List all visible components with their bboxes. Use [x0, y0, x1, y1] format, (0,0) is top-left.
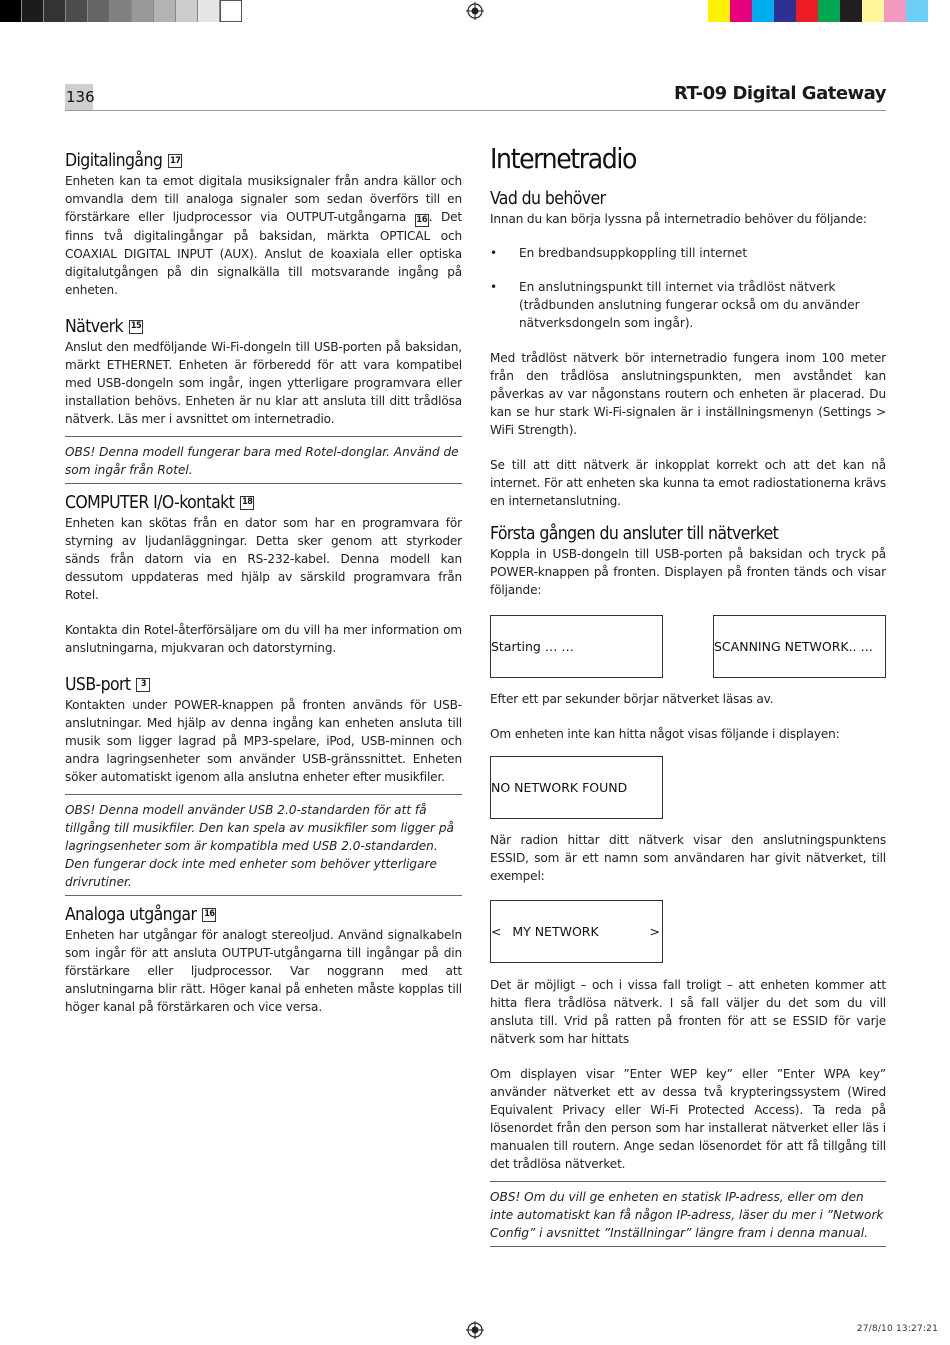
what-you-need-heading: Vad du behöver	[490, 189, 606, 209]
network-note	[65, 436, 462, 484]
left-column	[65, 150, 462, 1016]
heading-text: Analoga utgångar	[65, 904, 197, 925]
color-swatch	[176, 0, 198, 22]
right-column	[490, 142, 886, 1247]
network-name: MY NETWORK	[512, 924, 599, 939]
reference-number-badge: 18	[240, 496, 254, 510]
first-connection-heading: Första gången du ansluter till nätverket	[490, 524, 779, 544]
analog-outputs-text: Enheten har utgångar för analogt stereoljud. Använd signalkabeln som ingår för att ansluta OUTPUT-utgångarna till ingångar på din förstärkare eller ljudprocessor. Var noggrann med att anslutningarna blir rätt. Höger kanal på enheten måste kopplas till höger kanal på förstärkaren och vice versa.	[65, 927, 462, 1014]
color-swatch	[906, 0, 928, 22]
color-swatch	[132, 0, 154, 22]
requirements-list	[490, 244, 886, 332]
scanning-text: Efter ett par sekunder börjar nätverket läsas av.	[490, 692, 774, 706]
page-header-title: RT-09 Digital Gateway	[673, 83, 886, 104]
text-run: . Det finns två digitalingångar på baksidan, märkta OPTICAL och COAXIAL DIGITAL INPUT (AUX). Anslut de koaxiala eller optiska digitalutgången på din signalkälla till motsvarande ingång på enheten.	[65, 210, 462, 297]
registration-mark-icon	[466, 2, 484, 20]
registration-mark-icon	[466, 1321, 484, 1339]
heading-text: COMPUTER I/O-kontakt	[65, 492, 235, 513]
text-run: Enheten kan ta emot digitala musiksignaler från andra källor och omvandla dem till analoga signaler som sedan överförs till en förstärkare eller ljudprocessor via OUTPUT-utgångarna	[65, 174, 462, 224]
essid-text: När radion hittar ditt nätverk visar den anslutningspunktens ESSID, som är ett namn som användaren har givit nätverket, till exempel:	[490, 833, 886, 883]
arrow-left-glyph: <	[491, 924, 502, 939]
first-connection-text: Koppla in USB-dongeln till USB-porten på baksidan och tryck på POWER-knappen på fronten. Displayen på fronten tänds och visar följande:	[490, 547, 886, 597]
computer-io-contact-text: Kontakta din Rotel-återförsäljare om du vill ha mer information om anslutningarna, mjukvaran och datorstyrning.	[65, 622, 462, 655]
network-text: Anslut den medföljande Wi-Fi-dongeln till USB-porten på baksidan, märkt ETHERNET. Enheten är förberedd för att vara kompatibel med USB-dongeln som ingår, ingen ytterligare programvara eller installation behövs. Enheten är nu klar att ansluta till ditt trådlösa nätverk. Läs mer i avsnittet om internetradio.	[65, 339, 462, 426]
color-swatch	[44, 0, 66, 22]
color-swatch	[220, 0, 242, 22]
color-swatch	[154, 0, 176, 22]
digital-input-heading	[65, 150, 462, 172]
digital-input-text	[65, 172, 462, 299]
reference-number-badge: 16	[416, 215, 428, 225]
color-swatch	[88, 0, 110, 22]
list-item: • En anslutningspunkt till internet via trådlöst nätverk (trådbunden anslutning fungerar också om du använder nätverksdongeln som ingår).	[490, 278, 886, 332]
network-heading	[65, 316, 462, 338]
analog-outputs-heading	[65, 904, 462, 926]
reference-number-badge: 15	[129, 320, 143, 334]
usb-port-text: Kontakten under POWER-knappen på fronten används för USB-anslutningar. Med hjälp av denna ingång kan enheten ansluta till musik som ligger lagrad på MP3-spelare, iPod, USB-minnen och andra lagringsenheter som använder USB-gränssnittet. Enheten söker automatiskt igenom alla anslutna enheter efter musikfiler.	[65, 697, 462, 784]
color-swatch	[862, 0, 884, 22]
arrow-right-glyph: >	[649, 924, 660, 939]
page-number: 136	[66, 88, 95, 106]
color-swatch	[752, 0, 774, 22]
color-swatch	[818, 0, 840, 22]
reference-number-badge: 17	[168, 154, 182, 168]
color-swatch	[774, 0, 796, 22]
display-examples-row	[490, 615, 886, 678]
color-swatch	[110, 0, 132, 22]
color-swatch	[708, 0, 730, 22]
note-text: OBS! Denna modell använder USB 2.0-standarden för att få tillgång till musikfiler. Den kan spela av musikfiler som ligger på lagringsenheter som är kompatibla med USB 2.0-standarden. Den fungerar dock inte med enheter som behöver ytterligare drivrutiner.	[65, 802, 454, 889]
display-starting: Starting … …	[490, 615, 663, 678]
heading-text: Nätverk	[65, 316, 123, 337]
gray-color-bar	[0, 0, 242, 22]
encryption-text: Om displayen visar ”Enter WEP key” eller ”Enter WPA key” använder nätverket ett av dessa två krypteringssystem (Wired Equivalent Privacy eller Wi-Fi Protected Access). Ta reda på lösenordet från den person som har installerat nätverket eller läs i manualen till routern. Ange sedan lösenordet för att få tillgång till det trådlösa nätverket.	[490, 1067, 886, 1171]
color-swatch	[66, 0, 88, 22]
reference-number-badge: 16	[202, 908, 216, 922]
color-swatch	[796, 0, 818, 22]
usb-note	[65, 794, 462, 896]
static-ip-note	[490, 1181, 886, 1247]
network-check-text: Se till att ditt nätverk är inkopplat korrekt och att det kan nå internet. För att enheten ska kunna ta emot radiostationerna krävs en internetanslutning.	[490, 458, 886, 508]
what-you-need-intro: Innan du kan börja lyssna på internetradio behöver du följande:	[490, 212, 867, 226]
heading-text: Digitalingång	[65, 151, 163, 171]
multiple-networks-text: Det är möjligt – och i vissa fall troligt – att enheten kommer att hitta flera trådlösa nätverk. I så fall väljer du det som du vill ansluta till. Vrid på ratten på fronten för att se ESSID för varje nätverk som har hittats	[490, 978, 886, 1046]
note-text: OBS! Denna modell fungerar bara med Rotel-donglar. Använd de som ingår från Rotel.	[65, 444, 459, 477]
color-swatch	[22, 0, 44, 22]
display-network-name	[490, 900, 663, 963]
color-swatch	[198, 0, 220, 22]
no-network-text: Om enheten inte kan hitta något visas följande i displayen:	[490, 727, 840, 741]
note-text: OBS! Om du vill ge enheten en statisk IP-adress, eller om den inte automatiskt kan få någon IP-adress, läser du mer i ”Network Config” i avsnittet ”Inställningar” längre fram i denna manual.	[490, 1190, 884, 1240]
color-swatch	[730, 0, 752, 22]
internet-radio-title: Internetradio	[490, 142, 636, 175]
list-item: • En bredbandsuppkoppling till internet	[490, 244, 886, 262]
color-swatch	[840, 0, 862, 22]
wifi-range-text: Med trådlöst nätverk bör internetradio fungera inom 100 meter från den trådlösa anslutningspunkten, men avståndet kan påverkas av var någonstans routern och enheten är placerad. Du kan se hur stark Wi-Fi-signalen är i inställningsmenyn (Settings > WiFi Strength).	[490, 351, 886, 437]
color-swatch	[928, 0, 950, 22]
reference-number-badge: 3	[136, 678, 150, 692]
header-divider	[65, 110, 886, 111]
color-swatch	[884, 0, 906, 22]
computer-io-heading	[65, 492, 462, 514]
heading-text: USB-port	[65, 674, 131, 695]
display-no-network: NO NETWORK FOUND	[490, 756, 663, 819]
print-timestamp: 27/8/10 13:27:21	[856, 1324, 938, 1334]
process-color-bar	[708, 0, 950, 22]
usb-port-heading	[65, 674, 462, 696]
display-scanning: SCANNING NETWORK.. …	[713, 615, 886, 678]
computer-io-text: Enheten kan skötas från en dator som har en programvara för styrning av ljudanläggningar. Detta sker genom att styrkoder sänds från datorn via en RS-232-kabel. Denna modell kan dessutom uppdateras med hjälp av särskild programvara från Rotel.	[65, 515, 462, 602]
color-swatch	[0, 0, 22, 22]
